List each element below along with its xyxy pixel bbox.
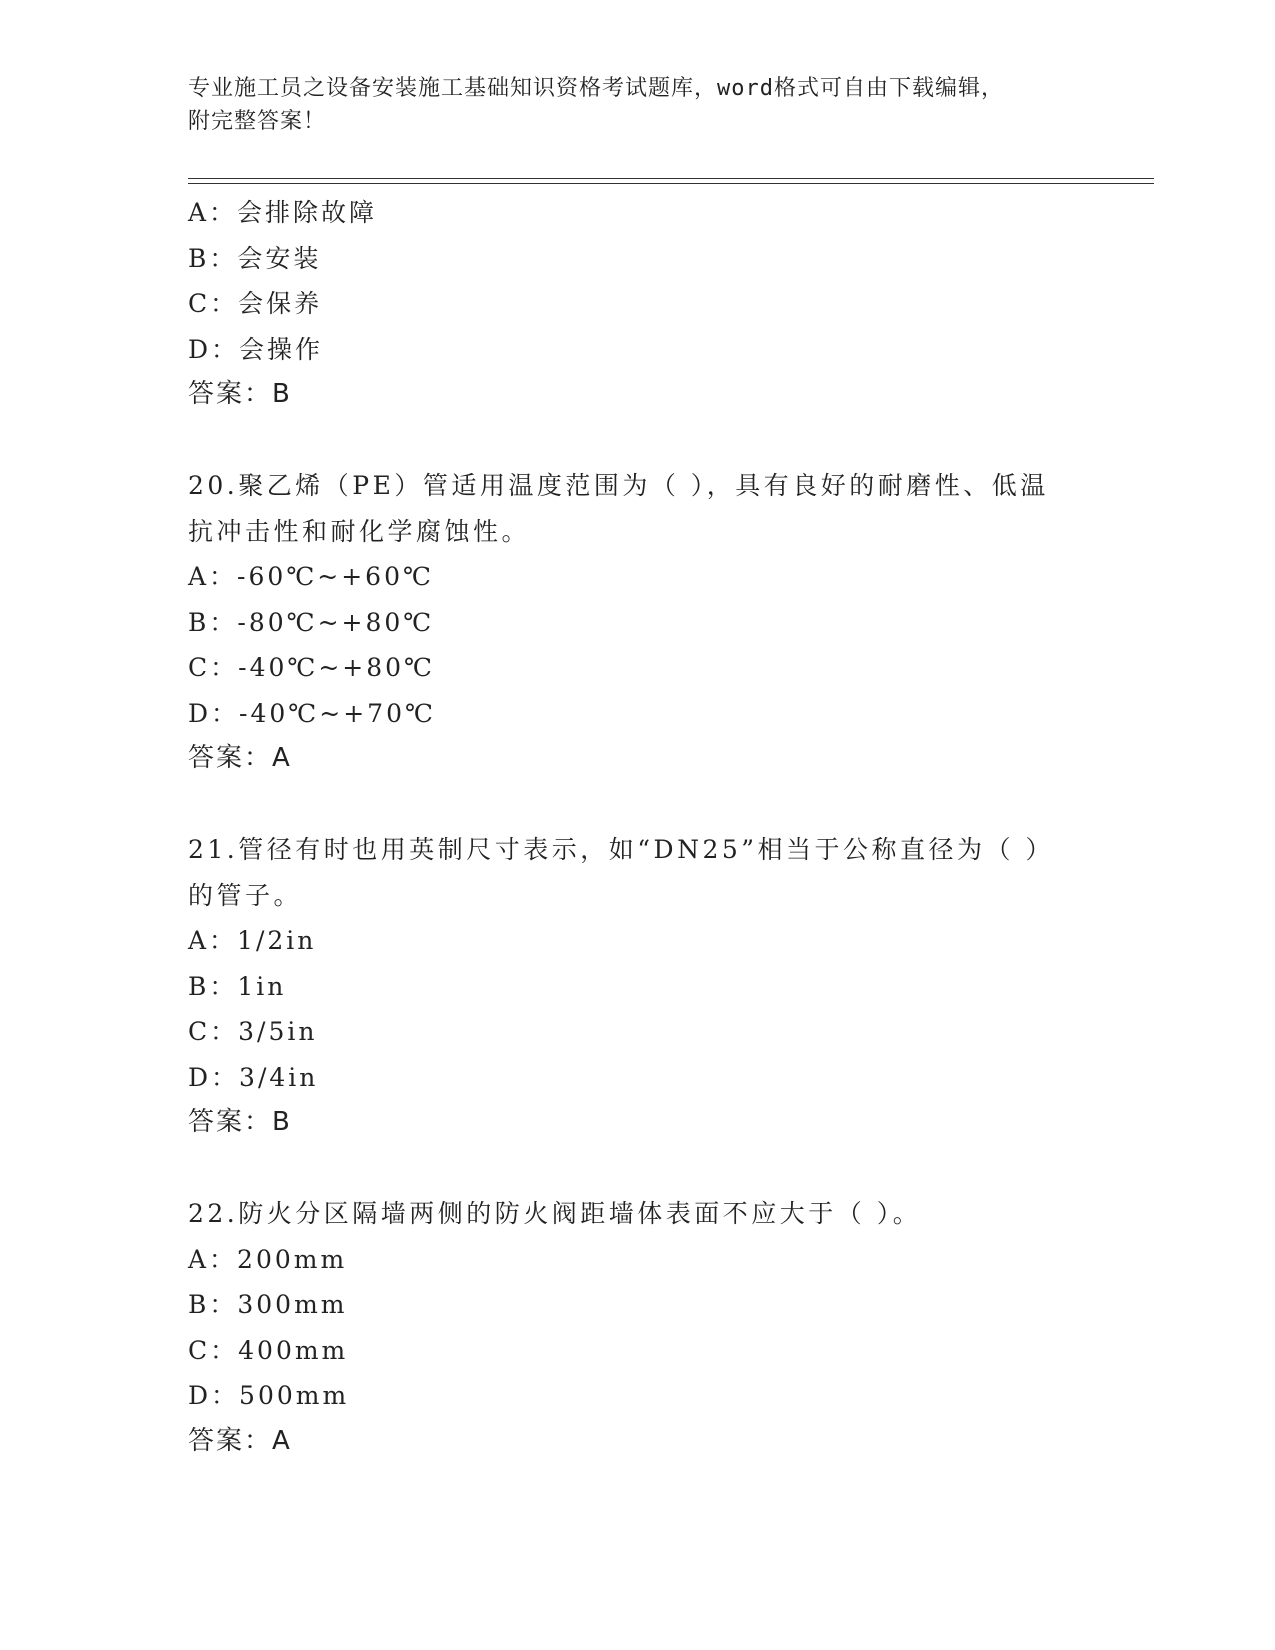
option-c: C：3/5in	[188, 1017, 318, 1046]
question-21	[188, 827, 1088, 1146]
question-19	[188, 190, 1088, 418]
option-d: D：-40℃~+70℃	[188, 698, 436, 728]
answer: 答案：B	[188, 379, 292, 409]
spacer	[188, 1146, 1088, 1192]
question-text-line-2: 的管子。	[188, 880, 303, 910]
option-a: A：1/2in	[188, 926, 317, 955]
option-d: D：3/4in	[188, 1062, 319, 1092]
option-c: C：400mm	[188, 1335, 349, 1365]
answer: 答案：B	[188, 1107, 292, 1137]
option-c: C：-40℃~+80℃	[188, 653, 436, 682]
spacer	[188, 418, 1088, 464]
header-divider-top	[188, 178, 1154, 179]
option-b: B：1in	[188, 971, 287, 1001]
question-text-line-2: 抗冲击性和耐化学腐蚀性。	[188, 516, 531, 546]
option-b: B：-80℃~+80℃	[188, 607, 435, 637]
option-b: B：300mm	[188, 1290, 348, 1319]
document-header	[188, 72, 1068, 138]
option-a: A：-60℃~+60℃	[188, 562, 434, 591]
question-22	[188, 1191, 1088, 1464]
header-line-2: 附完整答案！	[188, 109, 327, 134]
option-c: C：会保养	[188, 289, 323, 318]
option-a: A：200mm	[188, 1244, 348, 1274]
option-a: A：会排除故障	[188, 198, 378, 227]
answer: 答案：A	[188, 743, 292, 773]
header-line-1: 专业施工员之设备安装施工基础知识资格考试题库，word格式可自由下载编辑，	[188, 76, 1004, 101]
answer: 答案：A	[188, 1425, 292, 1456]
question-text-line-1: 20.聚乙烯（PE）管适用温度范围为（ ），具有良好的耐磨性、低温	[188, 471, 1049, 500]
question-text-line-1: 21.管径有时也用英制尺寸表示，如“DN25”相当于公称直径为（ ）	[188, 835, 1054, 864]
header-divider-bottom	[188, 183, 1154, 184]
spacer	[188, 782, 1088, 828]
option-d: D：会操作	[188, 334, 324, 364]
question-20	[188, 463, 1088, 782]
option-b: B：会安装	[188, 243, 322, 273]
question-list	[188, 190, 1088, 1464]
question-text-line-1: 22.防火分区隔墙两侧的防火阀距墙体表面不应大于（ ）。	[188, 1199, 922, 1228]
option-d: D：500mm	[188, 1381, 350, 1410]
